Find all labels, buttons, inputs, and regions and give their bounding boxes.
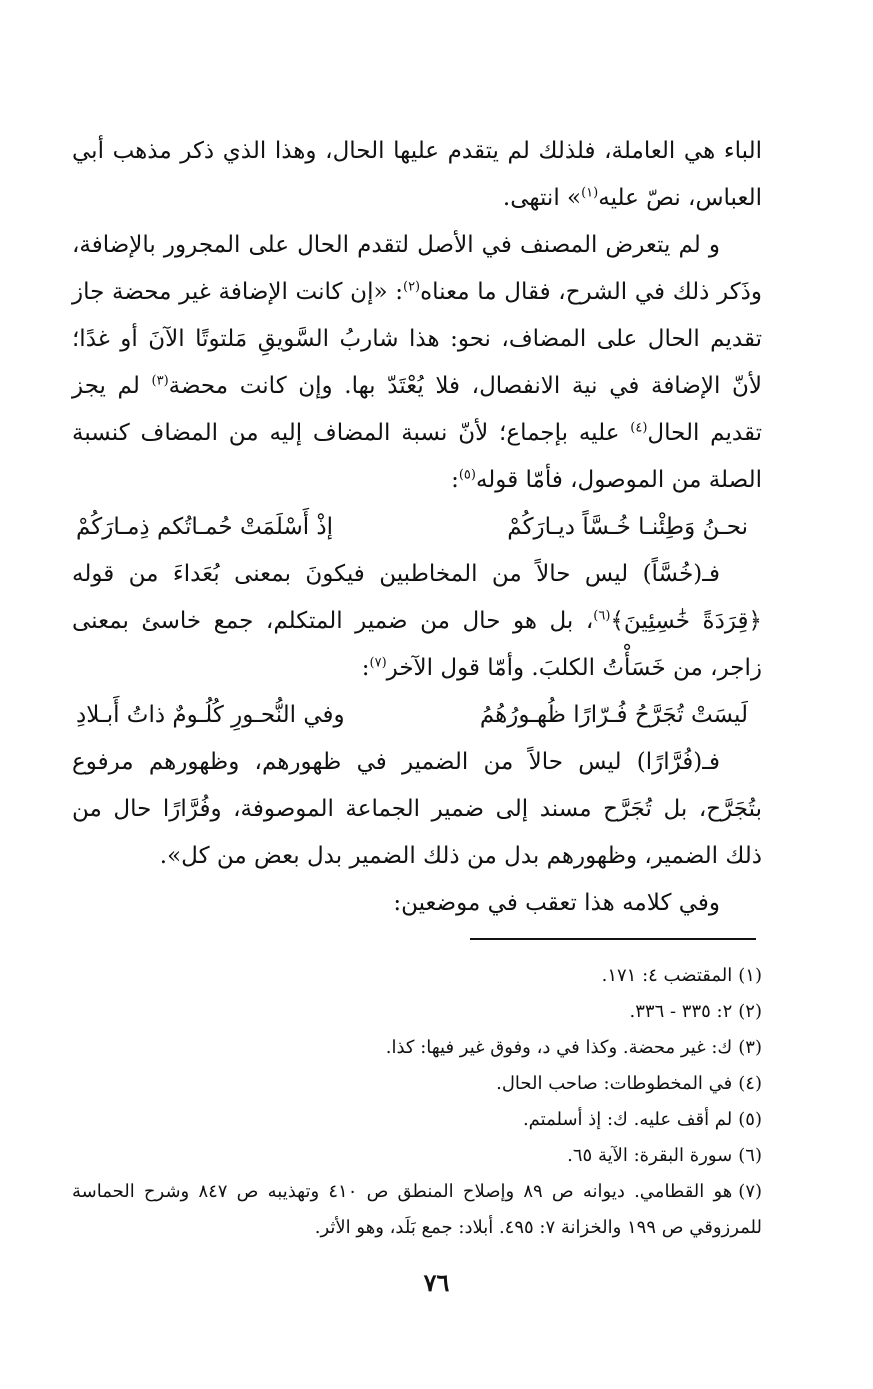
footnote-text: في المخطوطات: صاحب الحال. — [496, 1073, 733, 1094]
paragraph-2-quote: : «إن كانت الإضافة غير محضة جاز تقديم الحال على المضاف، نحو: هذا شاربُ السَّويقِ مَلتوتًا الآنَ أو غدًا؛ لأنّ الإضافة في نية الانفصال، فلا يُعْتَدّ بها. وإن كانت محضة — [72, 279, 762, 399]
footnote-ref: (١) — [581, 185, 599, 201]
verse-2 — [72, 692, 762, 739]
paragraph-3-text: ، بل هو حال من ضمير المتكلم، جمع خاسئ بمعنى زاجر، من خَسَأْتُ الكلبَ. وأمّا قول الآخر — [72, 608, 762, 681]
paragraph-2-text: و لم يتعرض المصنف في الأصل لتقدم الحال على المجرور بالإضافة، وذَكر ذلك في الشرح، فقال ما معناه — [72, 232, 763, 305]
paragraph-3-end: : — [361, 655, 370, 681]
footnote-number: (٤) — [738, 1073, 762, 1094]
footnote-item — [72, 1066, 762, 1102]
paragraph-1-end: » انتهى. — [502, 185, 582, 211]
paragraph-3-text: فـ(خُسَّاً) ليس حالاً من المخاطبين فيكونَ بمعنى بُعَداءَ من قوله ﴿قِرَدَةً خَٰسِئِينَ﴾ — [72, 561, 762, 634]
footnote-number: (٢) — [738, 1001, 762, 1022]
footnote-ref: (٤) — [630, 420, 648, 436]
footnote-text: لم أقف عليه. ك: إذ أسلمتم. — [522, 1109, 733, 1130]
paragraph-1 — [72, 128, 762, 222]
footnote-number: (٣) — [738, 1037, 762, 1058]
main-text — [72, 128, 762, 927]
verse-1-first-hemistich: نحـنُ وَطِئْنـا خُـسَّاً ديـارَكُمْ — [507, 514, 748, 540]
verse-1 — [72, 504, 762, 551]
footnote-ref: (٣) — [151, 373, 169, 389]
footnote-item — [72, 1174, 762, 1246]
paragraph-2 — [72, 222, 762, 504]
paragraph-3 — [72, 551, 762, 692]
paragraph-2-text: لم يجز تقديم الحال — [72, 373, 763, 446]
paragraph-2-text: عليه بإجماع؛ لأنّ نسبة المضاف إليه من المضاف كنسبة الصلة من الموصول، فأمّا قوله — [72, 420, 762, 493]
paragraph-2-end: : — [451, 467, 459, 493]
footnote-ref: (٥) — [458, 467, 476, 483]
footnote-ref: (٢) — [402, 279, 421, 295]
footnote-text: سورة البقرة: الآية ٦٥. — [567, 1145, 733, 1166]
footnote-item — [72, 1102, 762, 1138]
footnote-text: ٢: ٣٣٥ - ٣٣٦. — [629, 1001, 733, 1022]
footnote-text: هو القطامي. ديوانه ص ٨٩ وإصلاح المنطق ص ٤١٠ وتهذيبه ص ٨٤٧ وشرح الحماسة للمرزوقي ص ١٩٩ والخزانة ٧: ٤٩٥. أبلاد: جمع بَلَد، وهو الأثر. — [72, 1181, 762, 1238]
footnote-separator — [470, 938, 756, 940]
footnote-ref: (٦) — [593, 608, 611, 624]
footnote-item — [72, 994, 762, 1030]
footnote-item — [72, 1030, 762, 1066]
footnotes — [72, 958, 762, 1246]
verse-1-second-hemistich: إذْ أَسْلَمَتْ حُمـاتُكم ذِمـارَكُمْ — [76, 514, 334, 540]
paragraph-4: فـ(فُرَّارًا) ليس حالاً من الضمير في ظهورهم، وظهورهم مرفوع بتُجَرَّح، بل تُجَرَّح مسند إلى ضمير الجماعة الموصوفة، وفُرَّارًا حال من ذلك الضمير، وظهورهم بدل من ذلك الضمير بدل بعض من كل». — [72, 749, 762, 869]
paragraph-5: وفي كلامه هذا تعقب في موضعين: — [393, 890, 720, 916]
footnote-text: ك: غير محضة. وكذا في د، وفوق غير فيها: كذا. — [385, 1037, 733, 1058]
footnote-number: (٧) — [738, 1181, 763, 1202]
footnote-text: المقتضب ٤: ١٧١. — [601, 965, 733, 986]
footnote-ref: (٧) — [369, 655, 387, 671]
footnote-number: (٥) — [738, 1109, 762, 1130]
page-number: ٧٦ — [423, 1268, 450, 1297]
footnote-number: (١) — [738, 965, 762, 986]
footnote-item — [72, 958, 762, 994]
verse-2-first-hemistich: لَيسَتْ تُجَرَّحُ فُـرّارًا ظُهـورُهُمُ — [479, 702, 748, 728]
verse-2-second-hemistich: وفي النُّحـورِ كُلُـومٌ ذاتُ أَبـلادِ — [76, 702, 345, 728]
footnote-number: (٦) — [738, 1145, 762, 1166]
paragraph-1-text: الباء هي العاملة، فلذلك لم يتقدم عليها الحال، وهذا الذي ذكر مذهب أبي العباس، نصّ عليه — [72, 138, 762, 211]
footnote-item — [72, 1138, 762, 1174]
